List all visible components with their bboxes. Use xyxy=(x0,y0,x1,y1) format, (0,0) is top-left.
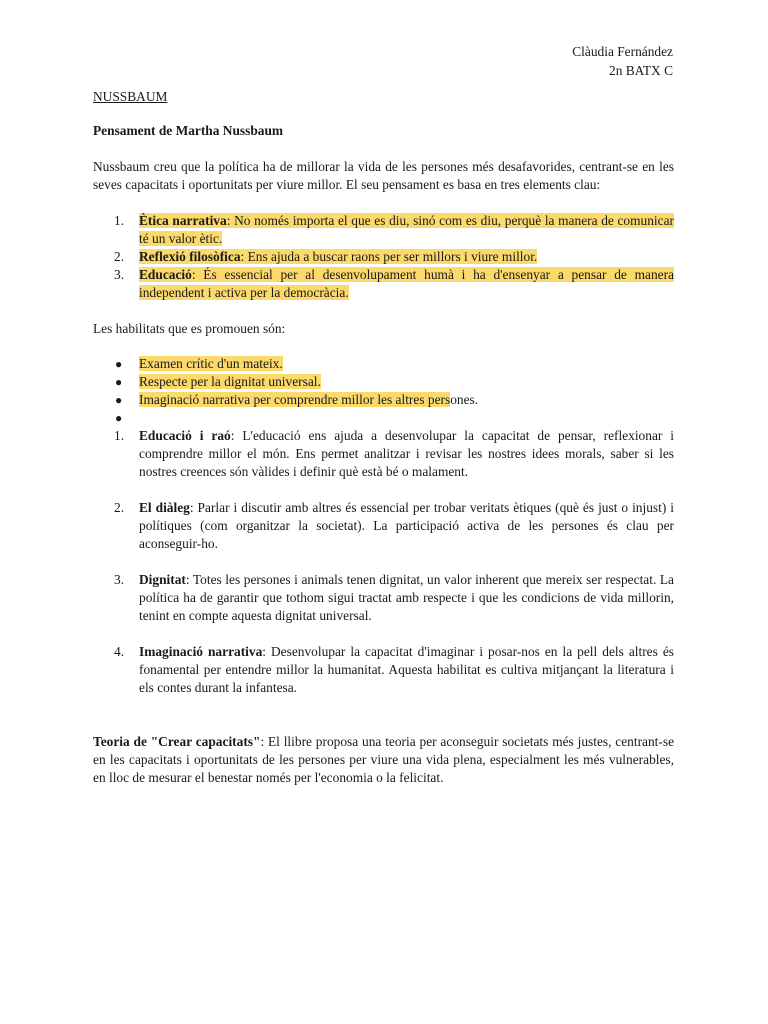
highlighted-text: Examen crític d'un mateix. xyxy=(139,356,283,371)
concepts-list xyxy=(93,427,674,697)
theory-text: : El llibre proposa una teoria per aconseguir societats més justes, centrant-se en les capacitats i oportunitats de les persones per viure una vida plena, especialment les més vulnerables, en lloc de mesurar el benestar només per l'economia o la felicitat. xyxy=(93,734,675,785)
item-text: : Desenvolupar la capacitat d'imaginar i posar-nos en la pell dels altres és fonamental per entendre millor la humanitat. Aquesta habilitat es cultiva mitjançant la literatura i els contes durant la infantesa. xyxy=(139,644,674,695)
item-term: Educació xyxy=(139,267,192,282)
list-marker: 2. xyxy=(114,500,125,515)
item-term: Reflexió filosòfica xyxy=(139,249,241,264)
item-text: : Totes les persones i animals tenen dignitat, un valor inherent que mereix ser respectat. La política ha de garantir que tothom sigui tractat amb respecte i que les condicions de vida millorin, tenint en compte aquesta dignitat universal. xyxy=(139,572,674,623)
list-item xyxy=(93,212,674,248)
list-item xyxy=(93,248,674,266)
item-text-rest: ones. xyxy=(450,392,479,407)
list-item xyxy=(93,409,674,427)
list-marker: 3. xyxy=(114,267,125,282)
skills-list xyxy=(93,355,674,427)
highlighted-text xyxy=(139,249,537,264)
list-marker: 3. xyxy=(114,572,125,587)
item-term: Dignitat xyxy=(139,572,186,587)
list-item xyxy=(93,499,674,553)
item-term: Educació i raó xyxy=(139,428,231,443)
bullet-icon: ● xyxy=(115,357,123,371)
document-header xyxy=(572,43,673,80)
highlighted-text xyxy=(139,213,674,246)
document-title: NUSSBAUM xyxy=(93,89,168,104)
item-text: : Parlar i discutir amb altres és essencial per trobar veritats ètiques (què és just o injust) i polítiques (com organitzar la societat). La participació activa de les persones és clau per aconseguir-ho. xyxy=(139,500,674,551)
theory-term: Teoria de "Crear capacitats" xyxy=(93,734,261,749)
list-item xyxy=(93,355,674,373)
list-item xyxy=(93,427,674,481)
key-elements-list xyxy=(93,212,674,302)
bullet-icon: ● xyxy=(115,411,123,425)
list-item xyxy=(93,571,674,625)
list-marker: 2. xyxy=(114,249,125,264)
item-text: : Ens ajuda a buscar raons per ser millors i viure millor. xyxy=(240,249,538,264)
list-item xyxy=(93,266,674,302)
skills-intro: Les habilitats que es promouen són: xyxy=(93,321,286,336)
author-name: Clàudia Fernández xyxy=(572,44,673,59)
highlighted-text: Respecte per la dignitat universal. xyxy=(139,374,321,389)
intro-paragraph: Nussbaum creu que la política ha de millorar la vida de les persones més desafavorides, centrant-se en les seves capacitats i oportunitats per viure millor. El seu pensament es basa en tres elements clau: xyxy=(93,159,674,192)
list-marker: 4. xyxy=(114,644,125,659)
list-item xyxy=(93,391,674,409)
list-marker: 1. xyxy=(114,428,125,443)
item-text: : No només importa el que es diu, sinó com es diu, perquè la manera de comunicar té un valor ètic. xyxy=(139,213,674,246)
bullet-icon: ● xyxy=(115,375,123,389)
list-marker: 1. xyxy=(114,213,125,228)
class-name: 2n BATX C xyxy=(609,62,673,78)
item-term: Imaginació narrativa xyxy=(139,644,263,659)
item-term: El diàleg xyxy=(139,500,190,515)
item-term: Ètica narrativa xyxy=(139,213,227,228)
bullet-icon: ● xyxy=(115,393,123,407)
item-text: : L'educació ens ajuda a desenvolupar la capacitat de pensar, reflexionar i comprendre millor el món. Ens permet analitzar i revisar les nostres idees morals, saber si les nostres creences són vàlides i definir què està bé o malament. xyxy=(139,428,674,479)
section-subtitle: Pensament de Martha Nussbaum xyxy=(93,123,284,138)
list-item xyxy=(93,373,674,391)
theory-paragraph xyxy=(93,733,674,787)
document-body xyxy=(93,88,674,787)
highlighted-text xyxy=(139,267,674,300)
item-text: : És essencial per al desenvolupament humà i ha d'ensenyar a pensar de manera independent i activa per la democràcia. xyxy=(139,267,674,300)
list-item xyxy=(93,643,674,697)
highlighted-text: Imaginació narrativa per comprendre millor les altres pers xyxy=(139,392,451,407)
